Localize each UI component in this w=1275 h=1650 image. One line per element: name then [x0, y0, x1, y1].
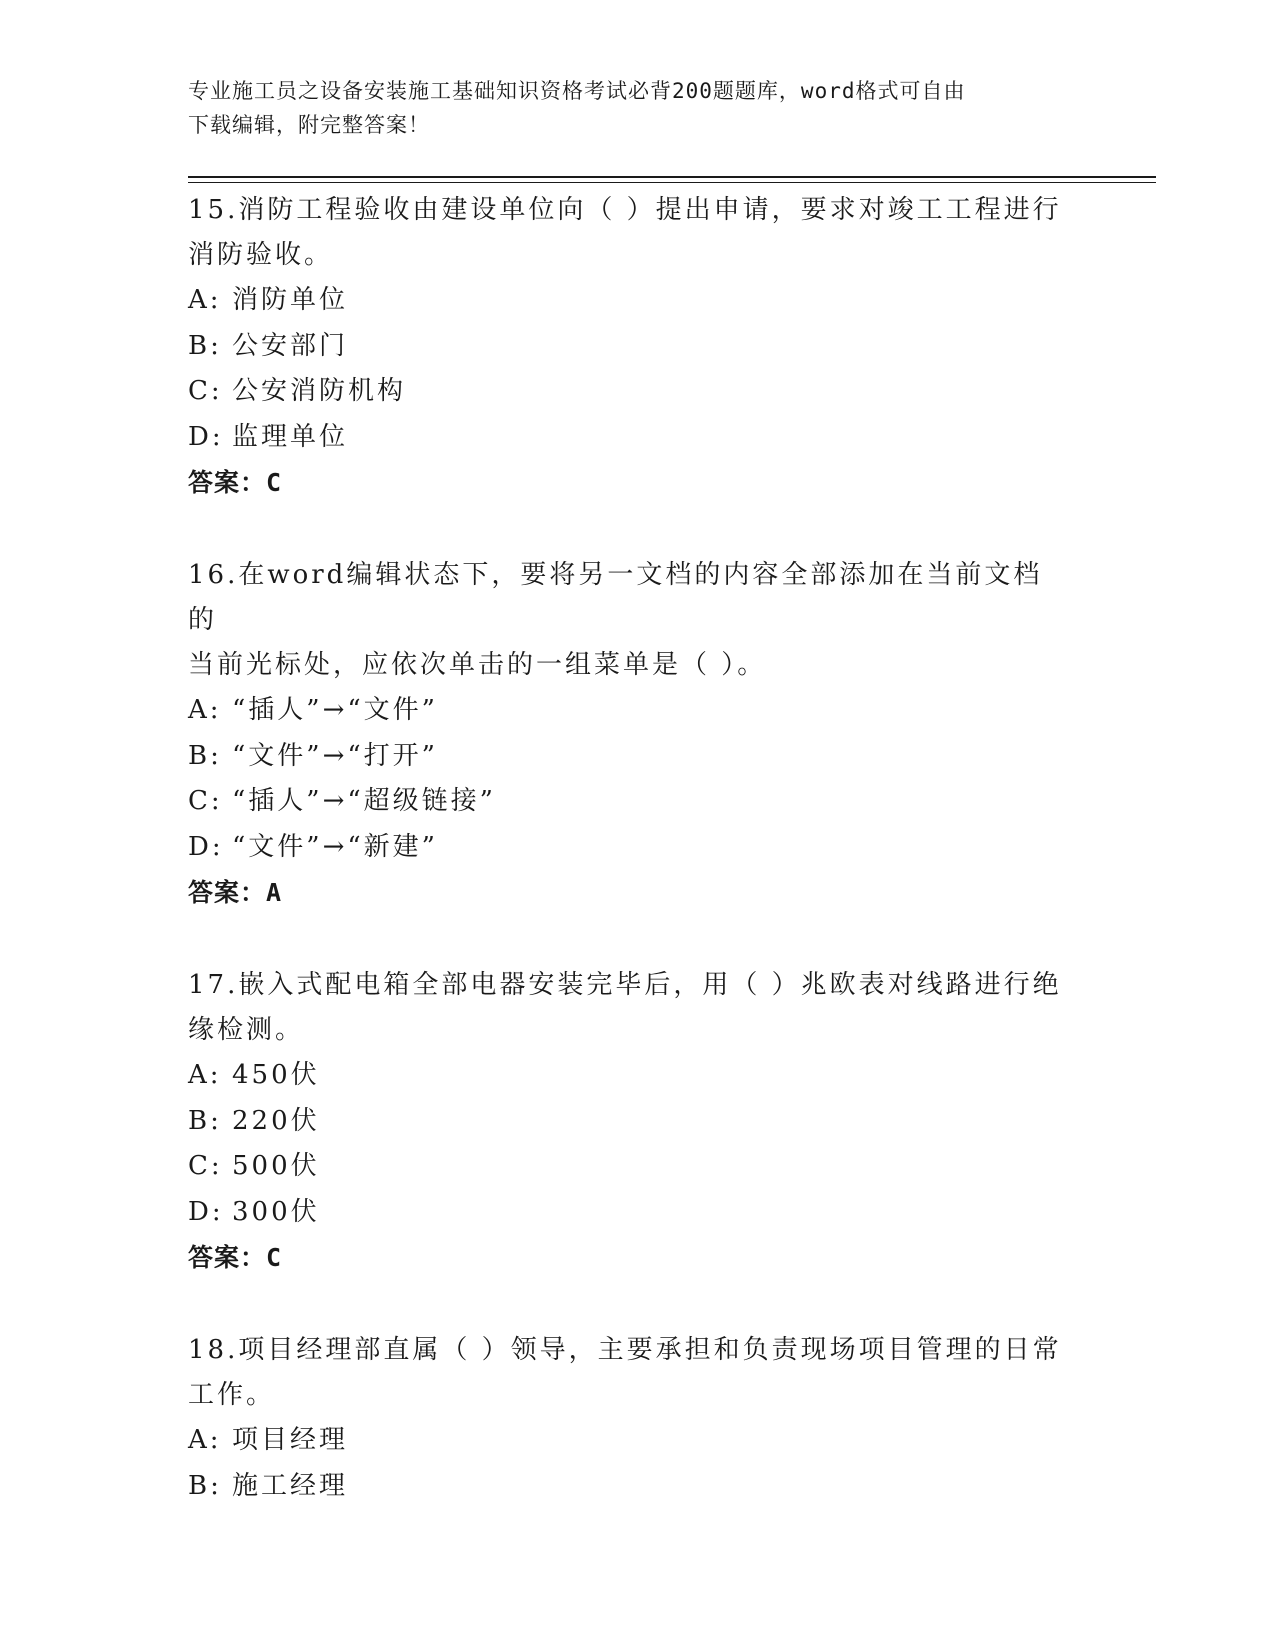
option-text: “插人”→“超级链接” — [232, 786, 496, 816]
header-divider-thick — [188, 176, 1156, 178]
option-a — [188, 688, 1068, 734]
question-16 — [188, 553, 1068, 915]
option-key: B: — [188, 330, 222, 361]
option-text: 监理单位 — [232, 421, 349, 452]
option-key: D: — [188, 831, 224, 862]
option-text: 220伏 — [232, 1105, 320, 1136]
option-key: B: — [188, 1470, 222, 1501]
option-text: 500伏 — [232, 1151, 320, 1181]
document-header — [188, 74, 1068, 142]
question-stem — [188, 553, 1068, 688]
question-stem — [188, 1328, 1068, 1418]
answer-line: 答案：C — [188, 468, 283, 497]
header-divider-thin — [188, 182, 1156, 183]
option-text: 施工经理 — [232, 1470, 349, 1501]
stem-line: 16.在word编辑状态下，要将另一文档的内容全部添加在当前文档的 — [188, 560, 1043, 635]
option-text: “插人”→“文件” — [232, 695, 438, 725]
stem-line: 15.消防工程验收由建设单位向（ ）提出申请，要求对竣工工程进行 — [188, 195, 1062, 225]
option-text: 公安部门 — [232, 330, 349, 361]
answer-line: 答案：C — [188, 1243, 283, 1272]
option-key: D: — [188, 421, 224, 452]
option-a — [188, 1418, 1068, 1464]
option-text: 项目经理 — [232, 1425, 349, 1455]
option-text: 450伏 — [232, 1060, 320, 1090]
question-15 — [188, 188, 1068, 505]
question-17 — [188, 963, 1068, 1280]
answer-line: 答案：A — [188, 878, 283, 907]
question-list — [188, 188, 1068, 1557]
option-d — [188, 415, 1068, 461]
option-d — [188, 1190, 1068, 1236]
header-line-2: 下载编辑，附完整答案！ — [188, 113, 430, 137]
option-c — [188, 779, 1068, 825]
stem-line: 17.嵌入式配电箱全部电器安装完毕后，用（ ）兆欧表对线路进行绝 — [188, 970, 1062, 1000]
option-d — [188, 825, 1068, 871]
option-key: D: — [188, 1196, 224, 1227]
option-a — [188, 1053, 1068, 1099]
option-text: 300伏 — [232, 1196, 320, 1227]
option-c — [188, 1144, 1068, 1190]
option-key: C: — [188, 376, 223, 406]
option-text: 公安消防机构 — [232, 376, 407, 406]
stem-line: 消防验收。 — [188, 240, 334, 270]
stem-line: 缘检测。 — [188, 1015, 305, 1045]
option-key: A: — [188, 285, 222, 315]
stem-line: 工作。 — [188, 1380, 276, 1410]
option-b — [188, 1464, 1068, 1510]
option-key: B: — [188, 1105, 222, 1136]
option-c — [188, 369, 1068, 415]
option-key: C: — [188, 786, 223, 816]
header-line-1: 专业施工员之设备安装施工基础知识资格考试必背200题题库，word格式可自由 — [188, 79, 966, 103]
option-text: “文件”→“新建” — [232, 831, 438, 862]
option-text: “文件”→“打开” — [232, 740, 438, 771]
question-stem — [188, 188, 1068, 278]
option-key: A: — [188, 1060, 222, 1090]
option-b — [188, 734, 1068, 780]
option-b — [188, 1099, 1068, 1145]
question-stem — [188, 963, 1068, 1053]
stem-line: 18.项目经理部直属（ ）领导，主要承担和负责现场项目管理的日常 — [188, 1335, 1062, 1365]
question-18 — [188, 1328, 1068, 1509]
option-key: A: — [188, 695, 222, 725]
option-text: 消防单位 — [232, 285, 349, 315]
option-key: B: — [188, 740, 222, 771]
option-b — [188, 324, 1068, 370]
stem-line: 当前光标处，应依次单击的一组菜单是（ ）。 — [188, 650, 767, 680]
option-a — [188, 278, 1068, 324]
option-key: C: — [188, 1151, 223, 1181]
option-key: A: — [188, 1425, 222, 1455]
